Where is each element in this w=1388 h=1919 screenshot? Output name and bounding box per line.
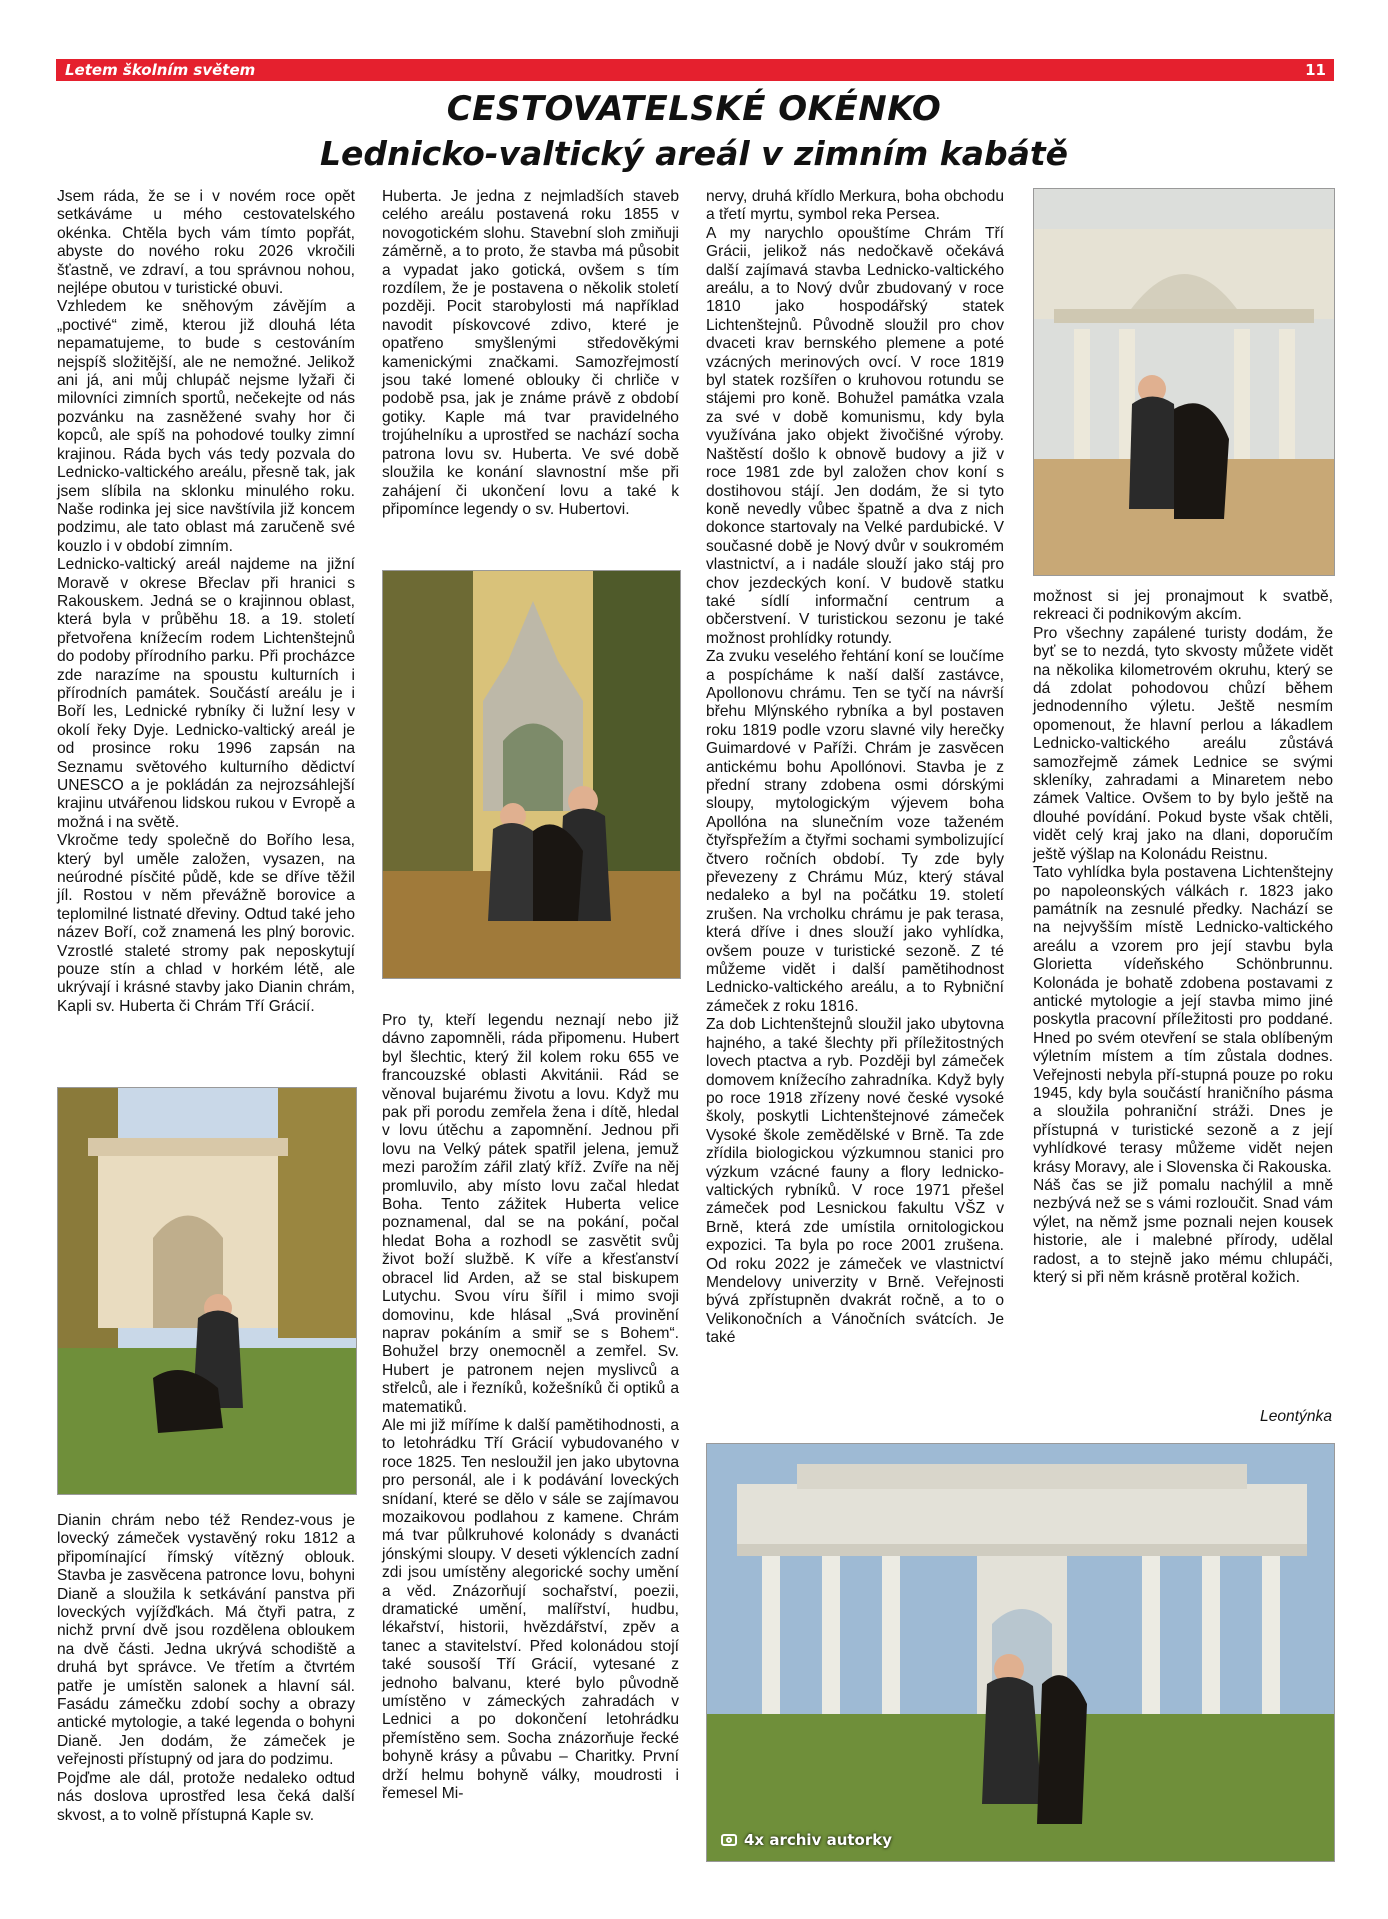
paragraph: A my narychlo opouštíme Chrám Tří Grácii, jelikož nás nedočkavě očekává další zajímavá stavba Lednicko-valtického areálu, a to Nový dvůr zbudovaný v roce 1810 jako hospodářský statek Lichtenštejnů. Původně sloužil pro chov dvaceti krav bernského plemene a poté vzácných merinových ovcí. V roce 1819 byl statek rozšířen o kruhovou rotundu se stájemi pro koně. Bohužel památka vzala za své v době komunismu, kdy byla využívána jako objekt živočišné výroby. Naštěstí došlo k obnově budovy a již v roce 1981 zde byl založen chov koní s dostihovou stájí. Jen dodám, že si tyto koně nevedly vůbec špatně a dva z nich dokonce startovaly na Velké pardubické. V současné době je Nový dvůr v soukromém vlastnictví, a i nadále slouží jako stáj pro chov jezdeckých koní. V budově statku také sídlí informační centrum a občerstvení. V turistickou sezonu je také možnost prohlídky rotundy. — [706, 224, 1004, 647]
paragraph: Jsem ráda, že se i v novém roce opět setkáváme u mého cestovatelského okénka. Chtěla bych vám tímto popřát, abyste do nového roku 2026 vkročili šťastně, ve zdraví, a tou správnou nohou, nejlépe obutou v turistické obuvi. — [57, 188, 355, 298]
photo-kaple-image — [383, 571, 680, 978]
photo-kolonada-image — [707, 1444, 1334, 1861]
paragraph: Lednicko-valtický areál najdeme na jižní Moravě v okrese Břeclav při hranici s Rakouskem. Jedná se o krajinnou oblast, která byla v průběhu 18. a 19. století přetvořena knížecím rodem Lichtenštejnů do podoby přírodního parku. Při procházce zde narazíme na spoustu kulturních i přírodních památek. Součástí areálu je i Boří les, Lednické rybníky či lužní lesy v okolí řeky Dyje. Lednicko-valtický areál je od prosince roku 1996 zapsán na Seznamu světového kulturního dědictví UNESCO a je pokládán za nejrozsáhlejší krajinu utvářenou lidskou rukou v Evropě a možná i na světě. — [57, 556, 355, 831]
author-signature: Leontýnka — [1260, 1408, 1332, 1425]
col1-top-text — [57, 188, 355, 1016]
paragraph: Pro ty, kteří legendu neznají nebo již dávno zapomněli, ráda připomenu. Hubert byl šlechtic, který žil kolem roku 655 ve francouzské oblasti Akvitánii. Rád se věnoval bujarému životu a lovu. Když mu pak při porodu zemřela žena i dítě, hledal v lovu útěchu a zapomnění. Jednou při lovu na Velký pátek spatřil jelena, jemuž mezi parožím zářil zlatý kříž. Zvíře na něj promluvilo, aby místo lovu začal hledat Boha. Tento zážitek Huberta velice poznamenal, dal se na pokání, počal hledat Boha a rozhodl se zasvětit svůj život boží službě. K víře a křesťanství obracel lid Arden, až se stal biskupem Lutychu. Svou víru šířil i mimo svoji domovinu, kde hlásal „Svá provinění naprav pokáním a smiř se s Bohem“. Bohužel brzy onemocněl a zemřel. Sv. Hubert je patronem nejen myslivců a střelců, ale i řezníků, kožešníků či optiků a matematiků. — [382, 1012, 679, 1416]
col2-top-text — [382, 188, 679, 519]
photo-kolonada-reistna — [706, 1443, 1335, 1862]
paragraph: Vkročme tedy společně do Bořího lesa, který byl uměle založen, vysazen, na neúrodné písčité půdě, kde se dříve těžil jíl. Rostou v něm převážně borovice a teplomilné listnaté dřeviny. Odtud také jeho název Boří, což znamená les plný borovic. Vzrostlé staleté stromy pak neposkytují pouze stín a chlad v horkém létě, ale ukrývají i krásné stavby jako Dianin chrám, Kapli sv. Huberta či Chrám Tří Grácií. — [57, 832, 355, 1015]
paragraph: možnost si jej pronajmout k svatbě, rekreaci či podnikovým akcím. — [1033, 588, 1333, 624]
paragraph: Vzhledem ke sněhovým závějím a „poctivé“ zimě, kterou již dlouhá léta nepamatujeme, to bude s cestováním nejspíš složitější, ale ne nemožné. Jelikož ani já, ani můj chlupáč nejsme lyžaři či milovníci zimních sportů, nečekejte od nás pozvánku na zasněžené svahy hor či kopců, ale spíš na pohodové toulky zimní krajinou. Ráda bych vás tedy pozvala do Lednicko-valtického areálu, přesně tak, jak jsem slíbila na sklonku minulého roku. Naše rodinka jej sice navštívila již koncem podzimu, ale tato oblast má zaručeně své kouzlo i v období zimním. — [57, 298, 355, 555]
photo-credit — [721, 1831, 892, 1849]
col3-text — [706, 188, 1004, 1348]
paragraph: Ale mi již míříme k další pamětihodnosti, a to letohrádku Tří Grácií vybudovaného v roce 1825. Ten nesloužil jen jako ubytovna pro personál, ale i k podávání loveckých snídaní, které se dělo v sále se zajímavou mozaikovou podlahou z kamene. Chrám má tvar půlkruhové kolonády s dvanácti jónskými sloupy. V deseti výklencích zadní zdi jsou umístěny alegorické sochy umění a věd. Znázorňují sochařství, poezii, dramatické umění, malířství, hudbu, lékařství, historii, hvězdářství, zpěv a tanec a stavitelství. Před kolonádou stojí také sousoší Tří Grácií, vytesané z jednoho balvanu, které bylo původně umístěno v zámeckých zahradách v Lednici a po dokončení letohrádku přemístěno sem. Socha znázorňuje řecké bohyně krásy a půvabu – Charitky. První drží helmu bohyně války, moudrosti i řemesel Mi- — [382, 1416, 679, 1803]
photo-dianin-chram — [57, 1087, 357, 1495]
paragraph: Tato vyhlídka byla postavena Lichtenštejny po napoleonských válkách r. 1823 jako památník na zesnulé předky. Nachází se na nejvyšším místě Lednicko-valtického areálu a vzorem pro její stavbu byla Glorietta vídeňského Schönbrunnu. Kolonáda je bohatě zdobena postavami z antické mytologie a její stavba mimo jiné poskytla pracovní příležitosti pro poddané. Hned po svém otevření se stala oblíbeným výletním místem a tím zůstala dodnes. Veřejnosti nebyla pří-stupná pouze po roku 1945, kdy byla součástí hraničního pásma a sloužila pohraniční stráži. Dnes je přístupná v turistické sezoně a z její vyhlídkové terasy můžeme vidět nejen krásy Moravy, ale i Slovenska či Rakouska. — [1033, 864, 1333, 1176]
paragraph: Za zvuku veselého řehtání koní se loučíme a pospícháme k naší další zastávce, Apollonovu chrámu. Ten se tyčí na návrší břehu Mlýnského rybníka a byl postaven roku 1819 podle vzoru slavné vily herečky Guimardové v Paříži. Chrám je zasvěcen antickému bohu Apollónovi. Stavba je z přední strany zdobena osmi dórskými sloupy, mytologickým výjevem boha Apollóna na slunečním voze taženém čtyřspřežím a čtyřmi sochami symbolizující čtvero ročních období. Ty zde byly převezeny z Chrámu Múz, který stával nedaleko a byl na počátku 19. století zrušen. Na vrcholku chrámu je pak terasa, která dříve i dnes slouží jako vyhlídka, ovšem pouze v turistické sezoně. Z té můžeme vidět i další pamětihodnost Lednicko-valtického areálu, a to Rybniční zámeček z roku 1816. — [706, 648, 1004, 1015]
photo-apollon-image — [1034, 189, 1334, 575]
paragraph: nervy, druhá křídlo Merkura, boha obchodu a třetí myrtu, symbol reka Persea. — [706, 188, 1004, 224]
paragraph: Náš čas se již pomalu nachýlil a mně nezbývá než se s vámi rozloučit. Snad vám výlet, na němž jsme poznali nejen kousek historie, ale i malebné přírody, udělal radost, a to stejně jako mému chlupáči, který si při něm krásně protěral kožich. — [1033, 1177, 1333, 1287]
page-subtitle: Lednicko-valtický areál v zimním kabátě — [319, 134, 1069, 173]
col1-bottom-text — [57, 1512, 355, 1825]
col2-bottom-text — [382, 1012, 679, 1803]
photo-apollonuv-chram — [1033, 188, 1335, 576]
camera-icon — [721, 1834, 737, 1846]
photo-credit-text: 4x archiv autorky — [744, 1831, 892, 1849]
header-bar — [56, 59, 1334, 81]
paragraph: Za dob Lichtenštejnů sloužil jako ubytovna hajného, a také šlechty při příležitostných lovech ptactva a ryb. Později byl zámeček domovem knížecího zahradníka. Když byly po roce 1918 zřízeny nové české vysoké školy, poskytli Lichtenštejnové zámeček Vysoké škole zemědělské v Brně. Ta zde zřídila biologickou výzkumnou stanici pro výzkum vzácné fauny a flory lednicko-valtických rybníků. V roce 1971 přešel zámeček pod Lesnickou fakultu VŠZ v Brně, která zde umístila ornitologickou expozici. Ta byla po roce 2001 zrušena. Od roku 2022 je zámeček ve vlastnictví Mendelovy univerzity v Brně. Veřejnosti bývá zpřístupněn dvakrát ročně, a to o Velikonočních a Vánočních svátcích. Je také — [706, 1016, 1004, 1347]
page-title: CESTOVATELSKÉ OKÉNKO — [446, 89, 942, 129]
section-name: Letem školním světem — [65, 61, 256, 79]
paragraph: Pro všechny zapálené turisty dodám, že byť se to nezdá, tyto skvosty můžete vidět na několika kilometrovém okruhu, který se dá zdolat pohodovou chůzí během jednodenního výletu. Ještě nesmím opomenout, že hlavní perlou a lákadlem Lednicko-valtického areálu zůstává samozřejmě zámek Lednice se svými skleníky, zahradami a Minaretem nebo zámek Valtice. Ovšem to by bylo ještě na dlouhé povídání. Pokud byste však chtěli, vidět celý kraj jako na dlani, doporučím ještě výšlap na Kolonádu Reistnu. — [1033, 624, 1333, 863]
col4-text — [1033, 588, 1333, 1287]
photo-dianin-chram-image — [58, 1088, 356, 1494]
page-number: 11 — [1305, 61, 1326, 79]
paragraph: Pojďme ale dál, protože nedaleko odtud nás doslova uprostřed lesa čeká další skvost, a to volně přístupná Kaple sv. — [57, 1769, 355, 1824]
photo-kaple-sv-huberta — [382, 570, 681, 979]
paragraph: Dianin chrám nebo též Rendez-vous je lovecký zámeček vystavěný roku 1812 a připomínající římský vítězný oblouk. Stavba je zasvěcena patronce lovu, bohyni Dianě a sloužila k setkávání panstva při loveckých vyjížďkách. Má čtyři patra, z nichž první dvě jsou rozdělena obloukem na dvě části. Jedna ukrývá schodiště a druhá byt správce. Ve třetím a čtvrtém patře je umístěn salonek a hlavní sál. Fasádu zámečku zdobí sochy a obrazy antické mytologie, a také legenda o bohyni Dianě. Jen dodám, že zámeček je veřejnosti přístupný od jara do podzimu. — [57, 1512, 355, 1769]
paragraph: Huberta. Je jedna z nejmladších staveb celého areálu postavená roku 1855 v novogotickém slohu. Stavební sloh zmiňuji záměrně, a to proto, že stavba má působit a vypadat jako gotická, ovšem s tím rozdílem, že je postavena o několik století později. Pocit starobylosti má například navodit pískovcové zdivo, které je opatřeno smyšlenými středověkými kamenickými značkami. Samozřejmostí jsou také lomené oblouky či chrliče v podobě psa, jak je známe právě z období gotiky. Kaple má tvar pravidelného trojúhelníku a uprostřed se nachází socha patrona lovu sv. Huberta. Ve své době sloužila ke konání slavnostní mše při zahájení či ukončení lovu a také k připomínce legendy o sv. Hubertovi. — [382, 188, 679, 518]
